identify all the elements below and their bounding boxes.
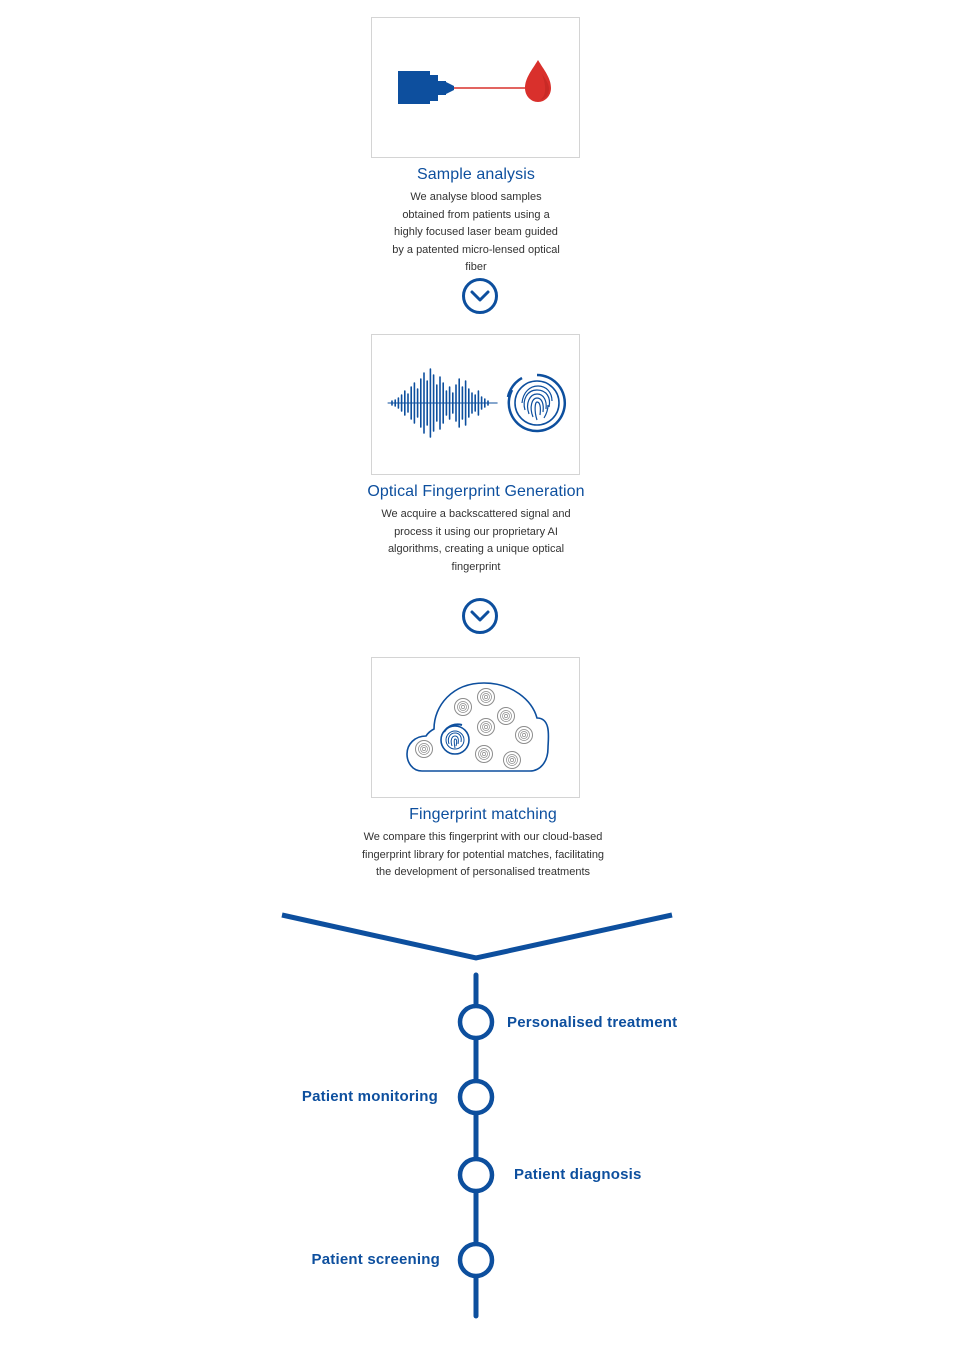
step-description-optical-fingerprint-generation: We acquire a backscattered signal and process it using our proprietary AI algorithms, creating a unique optical fingerprint [381,508,571,573]
stage-patient-monitoring: Patient monitoring [301,1088,438,1105]
timeline-node [460,1081,492,1113]
step-title-fingerprint-matching: Fingerprint matching [409,806,557,823]
timeline-node [460,1159,492,1191]
step-description-sample-analysis: We analyse blood samples obtained from patients using a highly focused laser beam guided by a patented micro-lensed optical fiber [392,191,560,273]
step-title-sample-analysis: Sample analysis [417,166,535,183]
stage-patient-screening: Patient screening [311,1251,440,1268]
funnel-lines [282,915,672,958]
step-title-optical-fingerprint-generation: Optical Fingerprint Generation [367,483,585,500]
timeline-node [460,1006,492,1038]
stage-personalised-treatment: Personalised treatment [507,1014,678,1031]
step-description-fingerprint-matching: We compare this fingerprint with our cloud-based fingerprint library for potential matches, facilitating the development of personalised treatments [361,831,605,878]
stage-patient-diagnosis: Patient diagnosis [514,1166,642,1183]
timeline-node [460,1244,492,1276]
